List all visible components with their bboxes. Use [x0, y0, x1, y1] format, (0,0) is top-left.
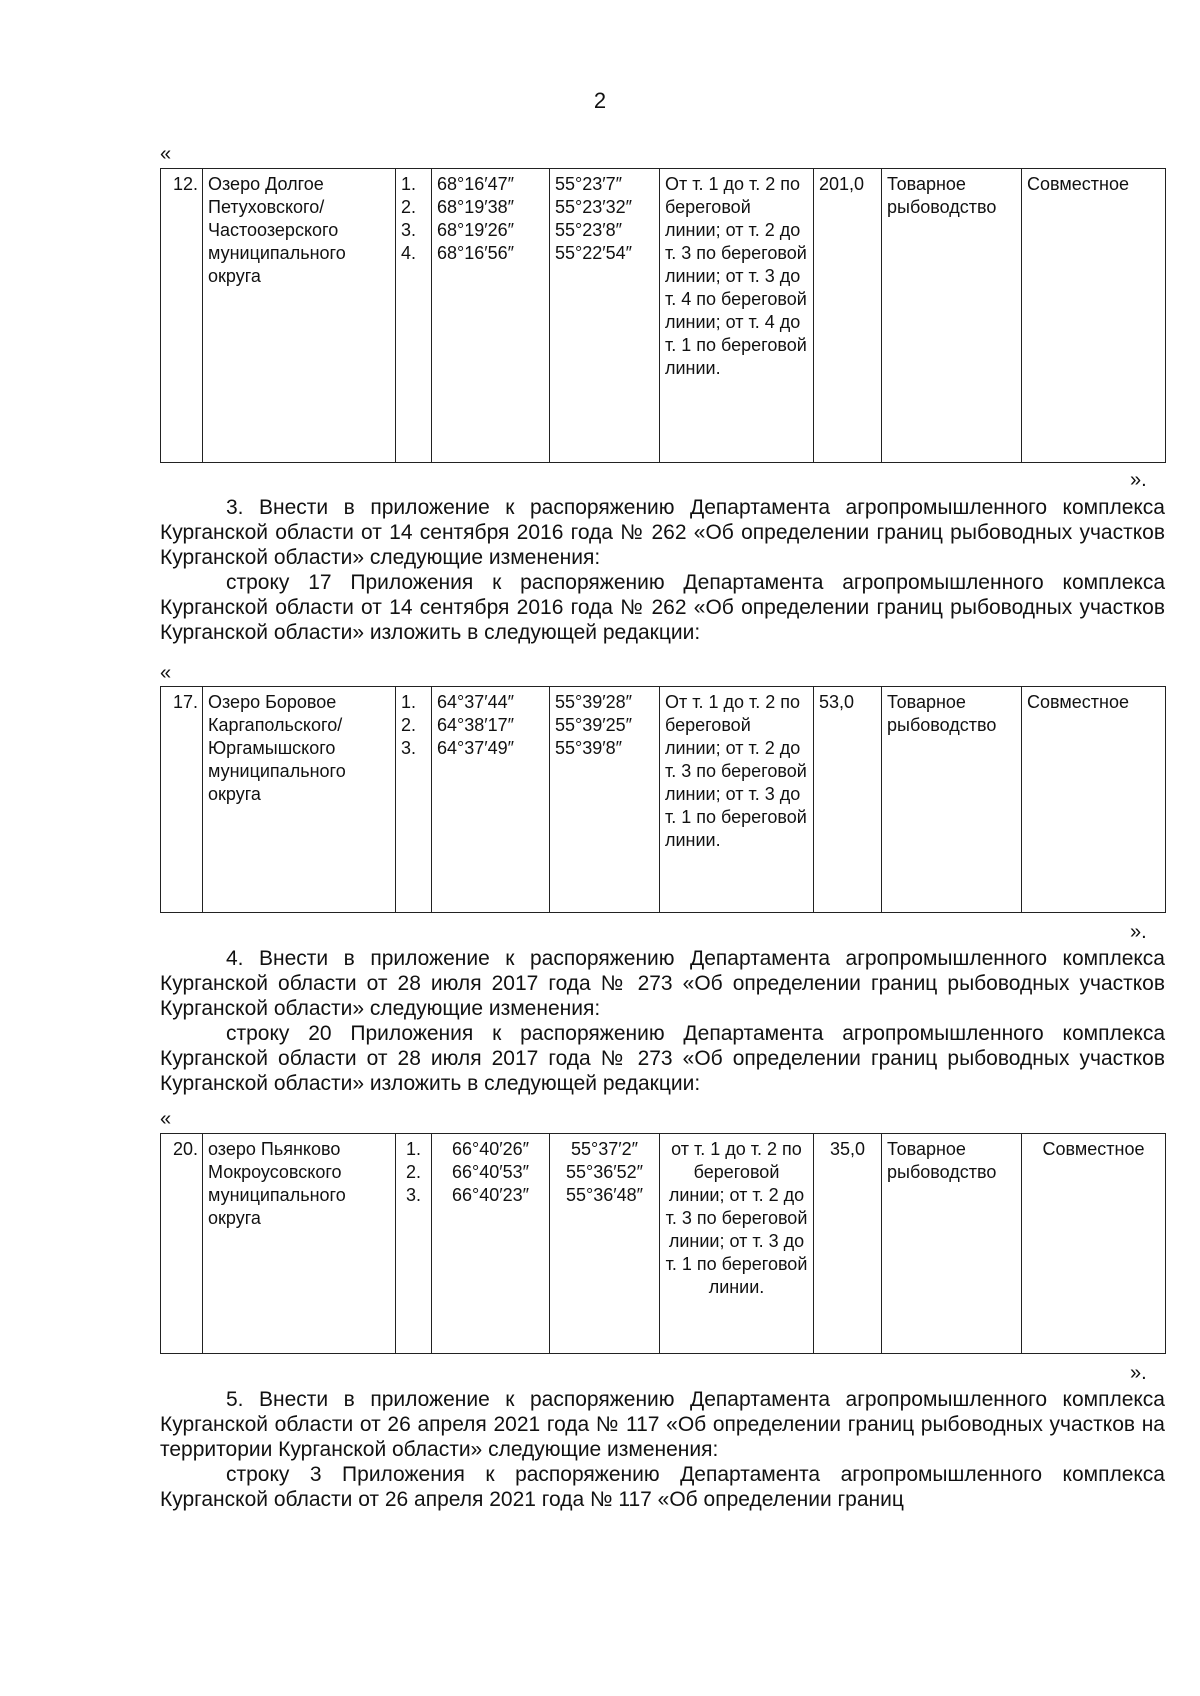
point-number: 1.: [401, 692, 417, 712]
lake-name: Озеро Боровое Каргапольского/ Юргамышского муниципального округа: [203, 687, 396, 913]
longitude: 68°19′26″: [437, 220, 515, 240]
usage-mode: Совместное: [1022, 169, 1166, 463]
longitude: 66°40′26″: [451, 1139, 529, 1159]
latitude-list: [550, 169, 660, 463]
usage-type: Товарное рыбоводство: [882, 169, 1022, 463]
longitude: 64°37′44″: [437, 692, 515, 712]
lake-name: озеро Пьянково Мокроусовского муниципального округа: [203, 1134, 396, 1354]
point-number: 3.: [401, 738, 417, 758]
paragraph-text: строку 3 Приложения к распоряжению Департамента агропромышленного комплекса Курганской области от 26 апреля 2021 года № 117 «Об определении границ: [160, 1463, 1165, 1511]
quote-open: «: [160, 662, 172, 684]
area-value: 53,0: [814, 687, 882, 913]
latitude: 55°36′48″: [565, 1185, 643, 1205]
paragraph-text: строку 17 Приложения к распоряжению Департамента агропромышленного комплекса Курганской области от 14 сентября 2016 года № 262 «Об определении границ рыбоводных участков Курганской области» изложить в следующей редакции:: [160, 571, 1165, 644]
point-number: 3.: [405, 1185, 421, 1205]
longitude: 68°19′38″: [437, 197, 515, 217]
boundary-description: От т. 1 до т. 2 по береговой линии; от т. 2 до т. 3 по береговой линии; от т. 3 до т. 4 по береговой линии; от т. 4 до т. 1 по береговой линии.: [660, 169, 814, 463]
latitude: 55°23′8″: [555, 220, 622, 240]
boundary-description: От т. 1 до т. 2 по береговой линии; от т. 2 до т. 3 по береговой линии; от т. 3 до т. 1 по береговой линии.: [660, 687, 814, 913]
paragraph-text: 3. Внести в приложение к распоряжению Департамента агропромышленного комплекса Курганской области от 14 сентября 2016 года № 262 «Об определении границ рыбоводных участков Курганской области» следующие изменения:: [160, 496, 1165, 569]
point-numbers: [396, 1134, 432, 1354]
point-number: 3.: [401, 220, 417, 240]
fishery-table-row-20: [160, 1133, 1166, 1354]
table-row: [161, 687, 1166, 913]
latitude: 55°39′28″: [555, 692, 633, 712]
area-value: 35,0: [814, 1134, 882, 1354]
paragraph-4: [160, 946, 1165, 1096]
usage-mode: Совместное: [1022, 687, 1166, 913]
latitude-list: [550, 1134, 660, 1354]
quote-open: «: [160, 143, 172, 165]
longitude: 66°40′53″: [451, 1162, 529, 1182]
point-number: 1.: [401, 174, 417, 194]
longitude-list: [432, 1134, 550, 1354]
point-number: 1.: [405, 1139, 421, 1159]
point-number: 4.: [401, 243, 417, 263]
fishery-table-row-17: [160, 686, 1166, 913]
latitude: 55°23′32″: [555, 197, 633, 217]
latitude: 55°37′2″: [571, 1139, 638, 1159]
boundary-description: от т. 1 до т. 2 по береговой линии; от т. 2 до т. 3 по береговой линии; от т. 3 до т. 1 по береговой линии.: [660, 1134, 814, 1354]
longitude: 68°16′56″: [437, 243, 515, 263]
paragraph-text: строку 20 Приложения к распоряжению Департамента агропромышленного комплекса Курганской области от 28 июля 2017 года № 273 «Об определении границ рыбоводных участков Курганской области» изложить в следующей редакции:: [160, 1022, 1165, 1095]
fishery-table-row-12: [160, 168, 1166, 463]
lake-name: Озеро Долгое Петуховского/ Частоозерского муниципального округа: [203, 169, 396, 463]
paragraph-text: 4. Внести в приложение к распоряжению Департамента агропромышленного комплекса Курганской области от 28 июля 2017 года № 273 «Об определении границ рыбоводных участков Курганской области» следующие изменения:: [160, 947, 1165, 1020]
paragraph-5: [160, 1387, 1165, 1512]
quote-close: ».: [1130, 921, 1147, 943]
row-number: 12.: [161, 169, 203, 463]
usage-type: Товарное рыбоводство: [882, 687, 1022, 913]
point-numbers: [396, 687, 432, 913]
latitude: 55°22′54″: [555, 243, 633, 263]
quote-close: ».: [1130, 469, 1147, 491]
longitude: 64°37′49″: [437, 738, 515, 758]
latitude: 55°39′25″: [555, 715, 633, 735]
row-number: 17.: [161, 687, 203, 913]
paragraph-text: 5. Внести в приложение к распоряжению Департамента агропромышленного комплекса Курганской области от 26 апреля 2021 года № 117 «Об определении границ рыбоводных участков на территории Курганской области» следующие изменения:: [160, 1388, 1165, 1461]
longitude: 66°40′23″: [451, 1185, 529, 1205]
row-number: 20.: [161, 1134, 203, 1354]
latitude: 55°36′52″: [565, 1162, 643, 1182]
point-number: 2.: [401, 197, 417, 217]
table-row: [161, 1134, 1166, 1354]
usage-mode: Совместное: [1022, 1134, 1166, 1354]
longitude-list: [432, 169, 550, 463]
longitude: 64°38′17″: [437, 715, 515, 735]
quote-open: «: [160, 1108, 172, 1130]
usage-type: Товарное рыбоводство: [882, 1134, 1022, 1354]
paragraph-3: [160, 495, 1165, 645]
latitude-list: [550, 687, 660, 913]
point-numbers: [396, 169, 432, 463]
point-number: 2.: [405, 1162, 421, 1182]
area-value: 201,0: [814, 169, 882, 463]
table-row: [161, 169, 1166, 463]
longitude: 68°16′47″: [437, 174, 515, 194]
latitude: 55°39′8″: [555, 738, 622, 758]
longitude-list: [432, 687, 550, 913]
page-number: 2: [593, 88, 607, 113]
quote-close: ».: [1130, 1362, 1147, 1384]
point-number: 2.: [401, 715, 417, 735]
latitude: 55°23′7″: [555, 174, 622, 194]
